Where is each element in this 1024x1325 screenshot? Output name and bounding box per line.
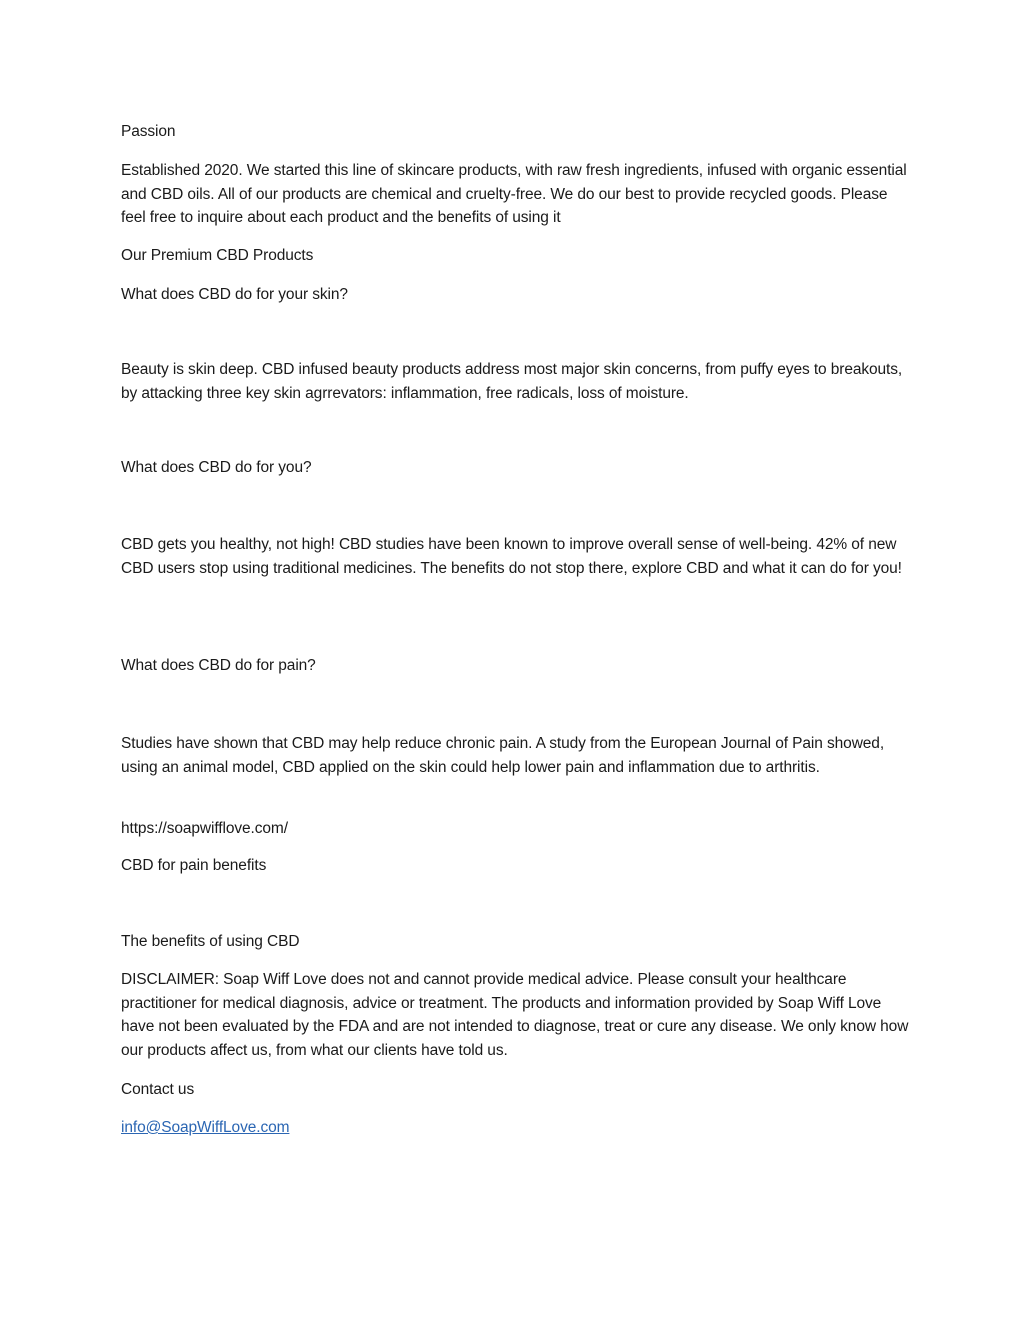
pain-benefits-label: CBD for pain benefits xyxy=(121,857,267,874)
intro-paragraph: Established 2020. We started this line of skincare products, with raw fresh ingredients, infused with organic essential and CBD oils. All of our products are chemical and cruelty-free. We do our best to provide recycled goods. Please feel free to inquire about each product and the benefits of using it xyxy=(121,162,907,226)
you-question-heading: What does CBD do for you? xyxy=(121,459,312,476)
premium-products-heading: Our Premium CBD Products xyxy=(121,247,314,264)
you-paragraph: CBD gets you healthy, not high! CBD studies have been known to improve overall sense of well-being. 42% of new CBD users stop using traditional medicines. The benefits do not stop there, explore CBD and what it can do for you! xyxy=(121,536,902,577)
website-url: https://soapwifflove.com/ xyxy=(121,820,288,837)
pain-paragraph: Studies have shown that CBD may help reduce chronic pain. A study from the European Journal of Pain showed, using an animal model, CBD applied on the skin could help lower pain and inflammation due to arthritis. xyxy=(121,735,885,776)
skin-paragraph: Beauty is skin deep. CBD infused beauty products address most major skin concerns, from puffy eyes to breakouts, by attacking three key skin agrrevators: inflammation, free radicals, loss of moisture. xyxy=(121,361,903,402)
benefits-label: The benefits of using CBD xyxy=(121,933,300,950)
passion-heading: Passion xyxy=(121,123,176,140)
disclaimer-paragraph: DISCLAIMER: Soap Wiff Love does not and cannot provide medical advice. Please consult your healthcare practitioner for medical diagnosis, advice or treatment. The products and information provided by Soap Wiff Love have not been evaluated by the FDA and are not intended to diagnose, treat or cure any disease. We only know how our products affect us, from what our clients have told us. xyxy=(121,971,909,1059)
contact-email-link[interactable]: info@SoapWiffLove.com xyxy=(121,1119,290,1136)
contact-heading: Contact us xyxy=(121,1081,195,1098)
skin-question-heading: What does CBD do for your skin? xyxy=(121,286,348,303)
pain-question-heading: What does CBD do for pain? xyxy=(121,657,316,674)
